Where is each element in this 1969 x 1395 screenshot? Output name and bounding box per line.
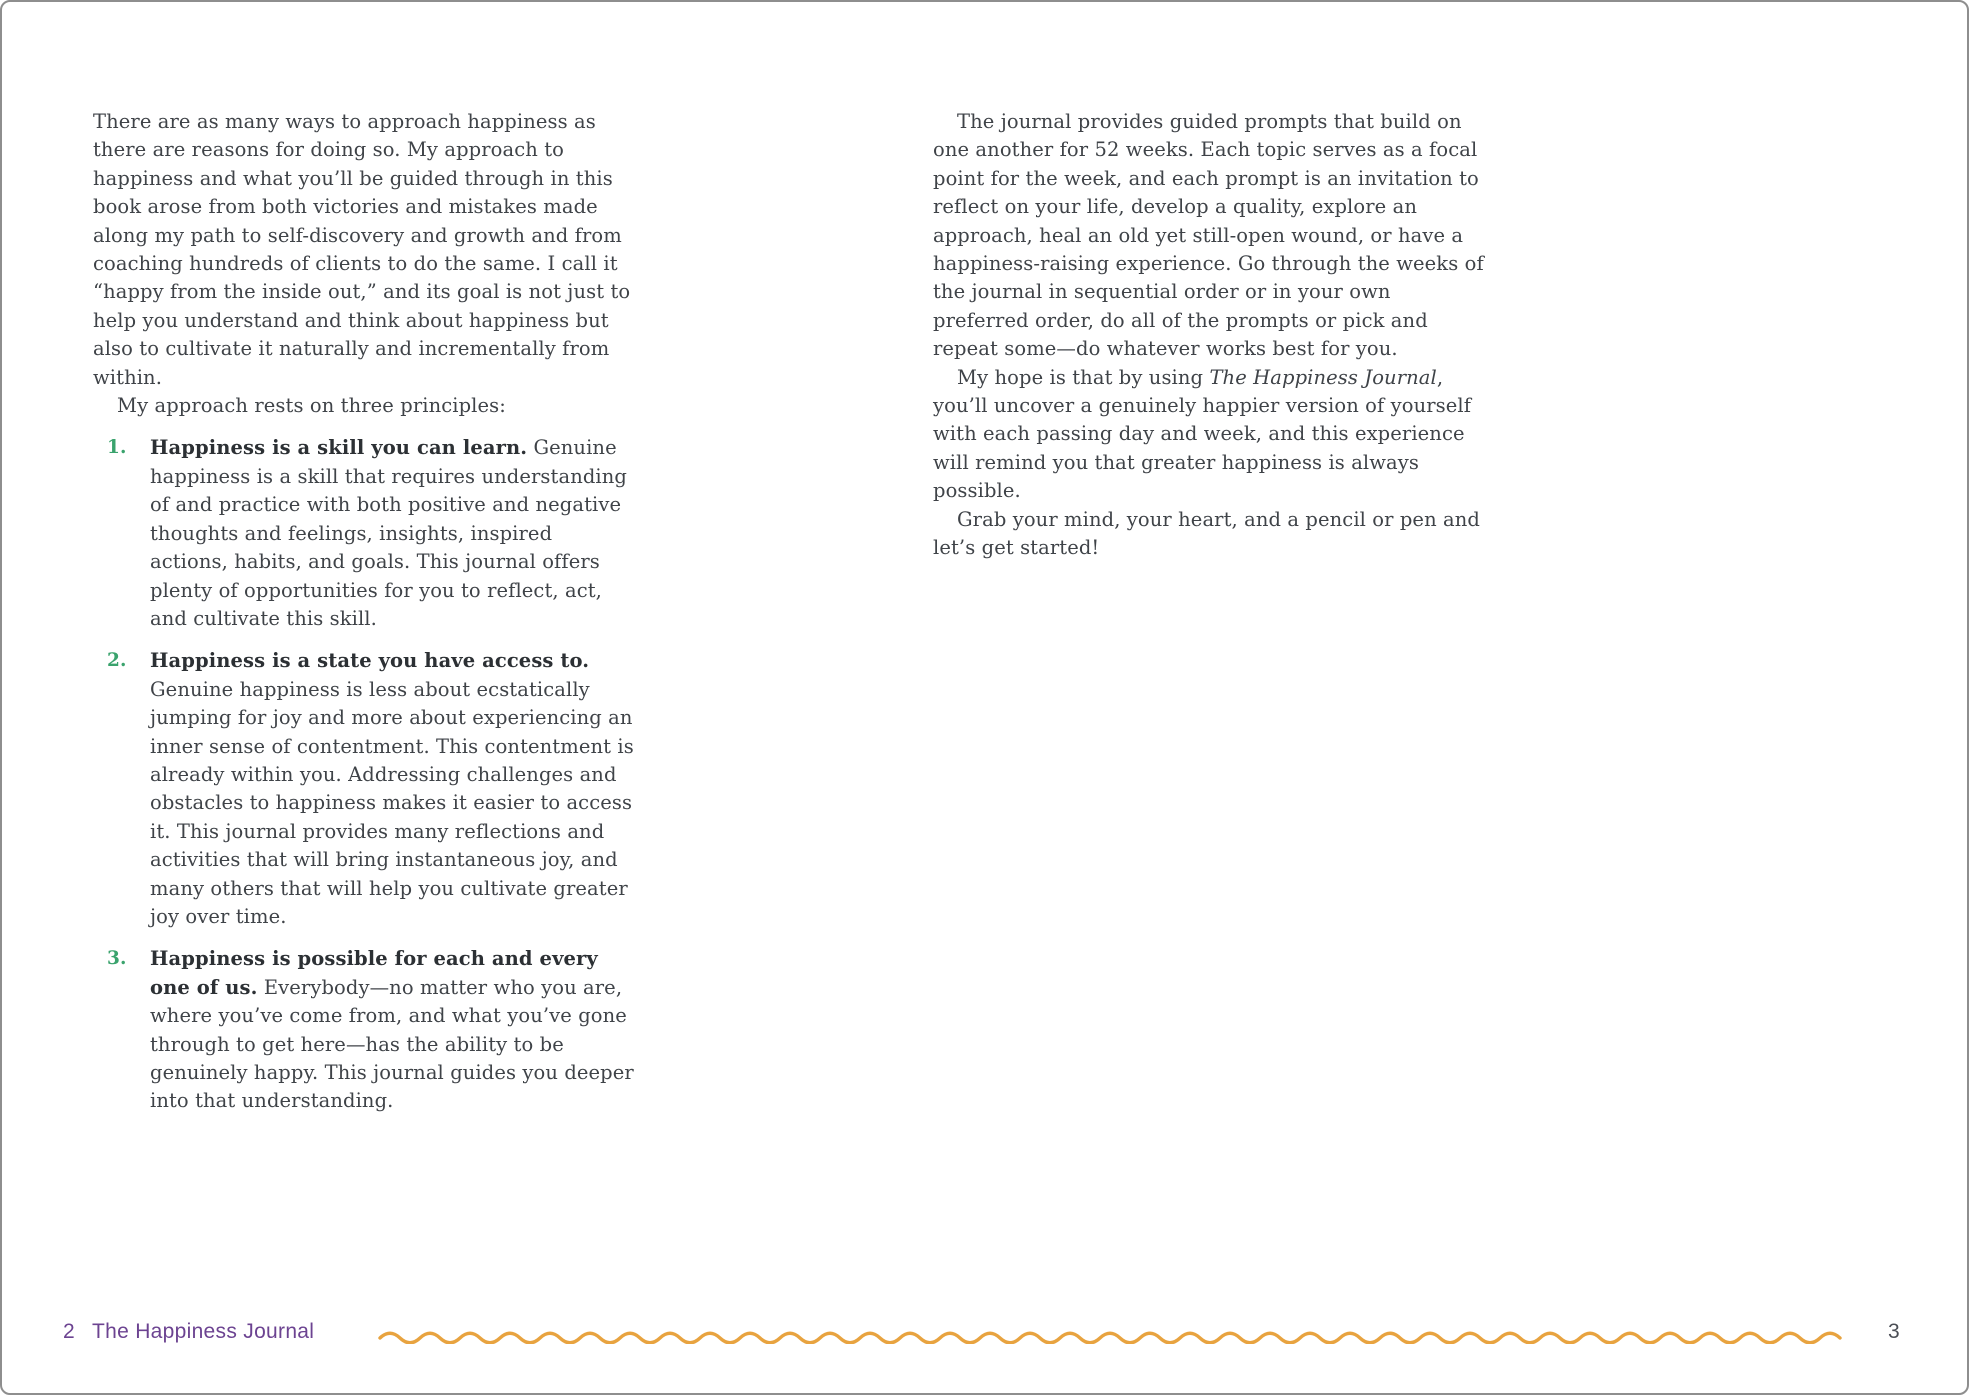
list-item-body: Genuine happiness is less about ecstatically jumping for joy and more about experiencing an inner sense of contentment. This contentment is already within you. Addressing challenges and obstacles to happiness makes it easier to access it. This journal provides many reflections and activities that will bring instantaneous joy, and many others that will help you cultivate greater joy over time.	[150, 677, 634, 928]
list-item-lead: Happiness is a state you have access to.	[150, 649, 590, 673]
left-page	[93, 108, 634, 1116]
page-number-left: 2	[63, 1320, 75, 1343]
list-item-lead: Happiness is a skill you can learn.	[150, 436, 528, 460]
paragraph-intro: There are as many ways to approach happiness as there are reasons for doing so. My approach to happiness and what you’ll be guided through in this book arose from both victories and mistakes made along my path to self-discovery and growth and from coaching hundreds of clients to do the same. I call it “happy from the inside out,” and its goal is not just to help you understand and think about happiness but also to cultivate it naturally and incrementally from within.	[93, 110, 631, 389]
list-item-body: Genuine happiness is a skill that requires understanding of and practice with both positive and negative thoughts and feelings, insights, inspired actions, habits, and goals. This journal offers plenty of opportunities for you to reflect, act, and cultivate this skill.	[150, 436, 628, 630]
list-number: 2.	[107, 650, 127, 672]
paragraph-principles-intro: My approach rests on three principles:	[117, 394, 506, 418]
list-item-body: Everybody—no matter who you are, where you’ve come from, and what you’ve gone through to get here—has the ability to be genuinely happy. This journal guides you deeper into that understanding.	[150, 975, 634, 1113]
list-item-lead: Happiness is possible for each and every one of us.	[150, 947, 598, 999]
paragraph-my-hope-prefix: My hope is that by using	[957, 365, 1210, 389]
list-number: 1.	[107, 437, 127, 459]
paragraph-my-hope-suffix: , you’ll uncover a genuinely happier version of yourself with each passing day and week, and this experience will remind you that greater happiness is always possible.	[933, 365, 1472, 503]
paragraph-grab-your-mind: Grab your mind, your heart, and a pencil or pen and let’s get started!	[933, 507, 1480, 560]
wave-divider-path	[380, 1333, 1840, 1343]
book-title-inline: The Happiness Journal	[1209, 365, 1437, 389]
list-item-principle-2	[93, 647, 634, 931]
list-item-principle-3	[93, 945, 634, 1115]
principles-list	[93, 434, 634, 1115]
paragraph-journal-prompts: The journal provides guided prompts that build on one another for 52 weeks. Each topic serves as a focal point for the week, and each prompt is an invitation to reflect on your life, develop a quality, explore an approach, heal an old yet still-open wound, or have a happiness-raising experience. Go through the weeks of the journal in sequential order or in your own preferred order, do all of the prompts or pick and repeat some—do whatever works best for you.	[933, 110, 1484, 361]
page-number-right: 3	[1888, 1320, 1900, 1343]
list-item-principle-1	[93, 434, 634, 633]
wave-divider	[378, 1328, 1854, 1344]
paragraph-my-hope	[933, 364, 1484, 506]
book-title-footer: The Happiness Journal	[91, 1320, 315, 1343]
list-number: 3.	[107, 948, 127, 970]
right-page	[933, 108, 1484, 563]
page-footer-left	[63, 1320, 314, 1344]
